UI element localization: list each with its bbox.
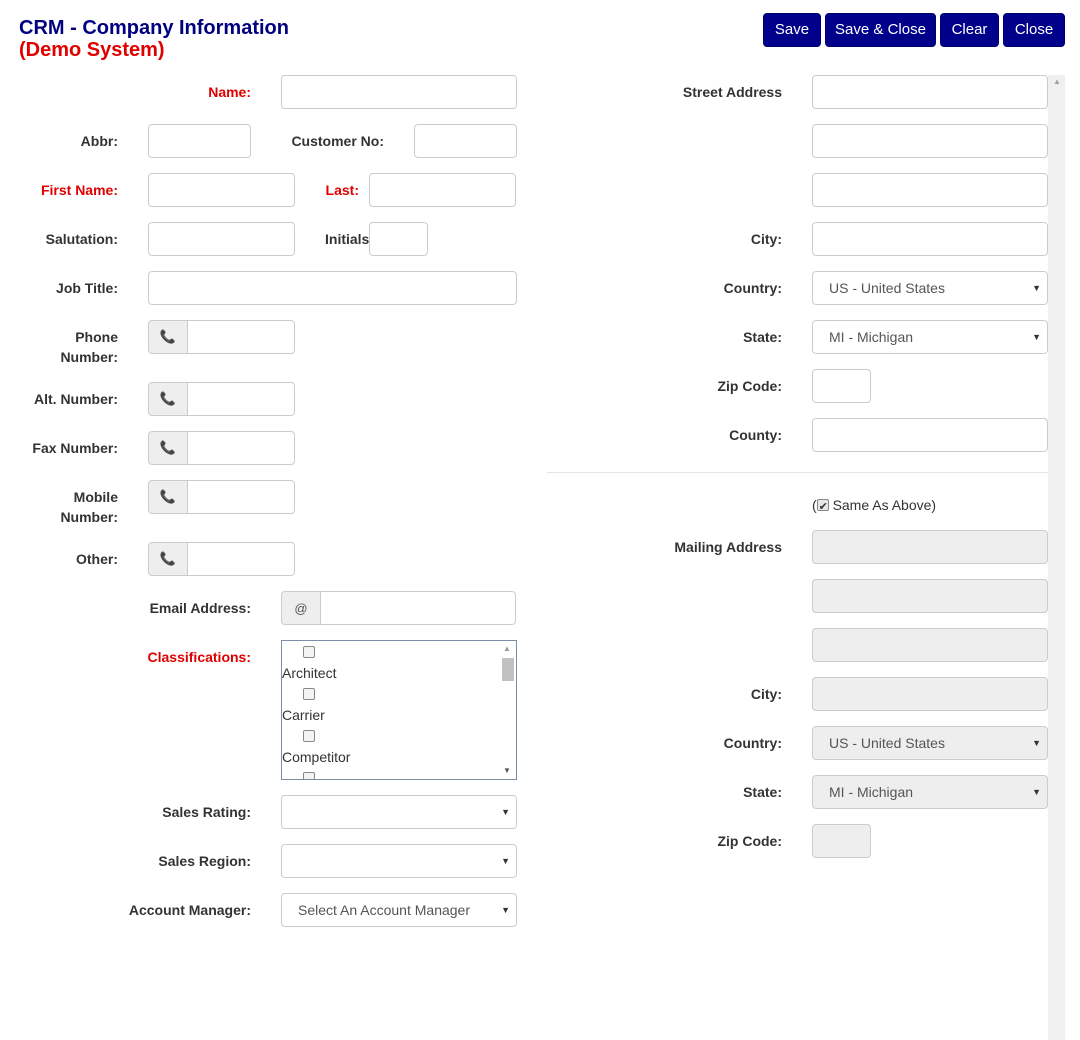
same-as-above-checkbox[interactable]	[817, 499, 829, 511]
section-divider	[547, 472, 1048, 473]
sales-rating-label: Sales Rating:	[162, 804, 251, 820]
mailing-address-line2-input[interactable]	[812, 579, 1048, 613]
job-title-input[interactable]	[148, 271, 517, 305]
classification-checkbox-architect[interactable]	[303, 646, 315, 658]
zip-code-label: Zip Code:	[717, 378, 782, 394]
mailing-state-select[interactable]	[812, 775, 1048, 809]
mailing-address-label: Mailing Address	[674, 539, 782, 555]
customer-no-input[interactable]	[414, 124, 517, 158]
street-address-line2-input[interactable]	[812, 124, 1048, 158]
phone-number-input[interactable]	[187, 320, 295, 354]
sales-region-select[interactable]	[281, 844, 517, 878]
chevron-down-icon: ▼	[1032, 787, 1041, 797]
scroll-down-icon[interactable]: ▼	[503, 766, 511, 775]
street-address-label: Street Address	[682, 84, 782, 100]
mobile-number-input[interactable]	[187, 480, 295, 514]
chevron-down-icon: ▼	[501, 856, 510, 866]
chevron-down-icon: ▼	[501, 905, 510, 915]
mailing-city-label: City:	[750, 686, 782, 702]
scroll-up-icon[interactable]: ▲	[503, 644, 511, 653]
classification-label-carrier: Carrier	[282, 707, 325, 723]
sales-region-label: Sales Region:	[158, 853, 251, 869]
state-value: MI - Michigan	[829, 329, 914, 345]
save-button[interactable]: Save	[763, 13, 821, 47]
initials-label: Initials	[325, 231, 370, 247]
mobile-number-label-line1: Mobile	[73, 489, 118, 505]
mailing-city-input[interactable]	[812, 677, 1048, 711]
account-manager-select[interactable]	[281, 893, 517, 927]
classification-checkbox-next[interactable]	[303, 772, 315, 780]
scroll-up-icon[interactable]: ▲	[1053, 77, 1061, 86]
close-button[interactable]: Close	[1003, 13, 1065, 47]
clear-button[interactable]: Clear	[940, 13, 999, 47]
checkmark-icon: ✔	[818, 501, 828, 513]
other-number-input[interactable]	[187, 542, 295, 576]
classification-checkbox-competitor[interactable]	[303, 730, 315, 742]
first-name-input[interactable]	[148, 173, 295, 207]
country-select[interactable]	[812, 271, 1048, 305]
chevron-down-icon: ▼	[1032, 332, 1041, 342]
city-input[interactable]	[812, 222, 1048, 256]
abbr-label: Abbr:	[80, 133, 118, 149]
alt-number-input[interactable]	[187, 382, 295, 416]
mailing-state-value: MI - Michigan	[829, 784, 914, 800]
account-manager-value: Select An Account Manager	[298, 902, 470, 918]
same-as-above-control[interactable]	[812, 495, 936, 515]
other-number-group	[148, 542, 295, 576]
phone-icon: 📞	[148, 480, 188, 514]
classifications-listbox[interactable]	[281, 640, 517, 780]
country-value: US - United States	[829, 280, 945, 296]
same-as-above-paren: (	[812, 497, 817, 513]
abbr-input[interactable]	[148, 124, 251, 158]
state-label: State:	[743, 329, 782, 345]
page-title: CRM - Company Information	[19, 17, 289, 39]
email-input[interactable]	[320, 591, 516, 625]
classification-label-architect: Architect	[282, 665, 337, 681]
customer-no-label: Customer No:	[291, 133, 384, 149]
mailing-country-label: Country:	[723, 735, 782, 751]
scroll-thumb[interactable]	[502, 658, 514, 681]
chevron-down-icon: ▼	[501, 807, 510, 817]
first-name-label: First Name:	[40, 182, 118, 198]
chevron-down-icon: ▼	[1032, 738, 1041, 748]
classification-label-competitor: Competitor	[282, 749, 351, 765]
phone-number-label-line1: Phone	[75, 329, 118, 345]
phone-number-label-line2: Number:	[60, 349, 118, 365]
mailing-country-select[interactable]	[812, 726, 1048, 760]
state-select[interactable]	[812, 320, 1048, 354]
county-label: County:	[729, 427, 782, 443]
mailing-address-line1-input[interactable]	[812, 530, 1048, 564]
salutation-label: Salutation:	[45, 231, 118, 247]
email-address-label: Email Address:	[149, 600, 251, 616]
email-group	[281, 591, 516, 625]
page-scrollbar[interactable]	[1048, 75, 1065, 1040]
mailing-country-value: US - United States	[829, 735, 945, 751]
phone-icon: 📞	[148, 320, 188, 354]
street-address-line1-input[interactable]	[812, 75, 1048, 109]
zip-code-input[interactable]	[812, 369, 871, 403]
mailing-address-line3-input[interactable]	[812, 628, 1048, 662]
name-label: Name:	[208, 84, 251, 100]
fax-number-group	[148, 431, 295, 465]
other-number-label: Other:	[76, 551, 118, 567]
name-input[interactable]	[281, 75, 517, 109]
fax-number-input[interactable]	[187, 431, 295, 465]
phone-icon: 📞	[148, 431, 188, 465]
account-manager-label: Account Manager:	[128, 902, 251, 918]
initials-input[interactable]	[369, 222, 428, 256]
phone-icon: 📞	[148, 542, 188, 576]
sales-rating-select[interactable]	[281, 795, 517, 829]
alt-number-label: Alt. Number:	[34, 391, 118, 407]
classifications-label: Classifications:	[147, 649, 251, 665]
city-label: City:	[750, 231, 782, 247]
country-label: Country:	[723, 280, 782, 296]
alt-number-group	[148, 382, 295, 416]
demo-system-label: (Demo System)	[19, 39, 165, 61]
last-name-input[interactable]	[369, 173, 516, 207]
county-input[interactable]	[812, 418, 1048, 452]
phone-number-group	[148, 320, 295, 354]
same-as-above-label: Same As Above)	[832, 497, 937, 513]
mobile-number-group	[148, 480, 295, 514]
phone-icon: 📞	[148, 382, 188, 416]
classification-checkbox-carrier[interactable]	[303, 688, 315, 700]
salutation-input[interactable]	[148, 222, 295, 256]
classifications-scrollbar[interactable]	[499, 641, 516, 779]
job-title-label: Job Title:	[56, 280, 118, 296]
at-sign-icon: @	[281, 591, 321, 625]
mailing-zip-code-label: Zip Code:	[717, 833, 782, 849]
mailing-state-label: State:	[743, 784, 782, 800]
mobile-number-label-line2: Number:	[60, 509, 118, 525]
last-name-label: Last:	[325, 182, 359, 198]
fax-number-label: Fax Number:	[32, 440, 118, 456]
mailing-zip-code-input[interactable]	[812, 824, 871, 858]
street-address-line3-input[interactable]	[812, 173, 1048, 207]
chevron-down-icon: ▼	[1032, 283, 1041, 293]
save-close-button[interactable]: Save & Close	[825, 13, 936, 47]
